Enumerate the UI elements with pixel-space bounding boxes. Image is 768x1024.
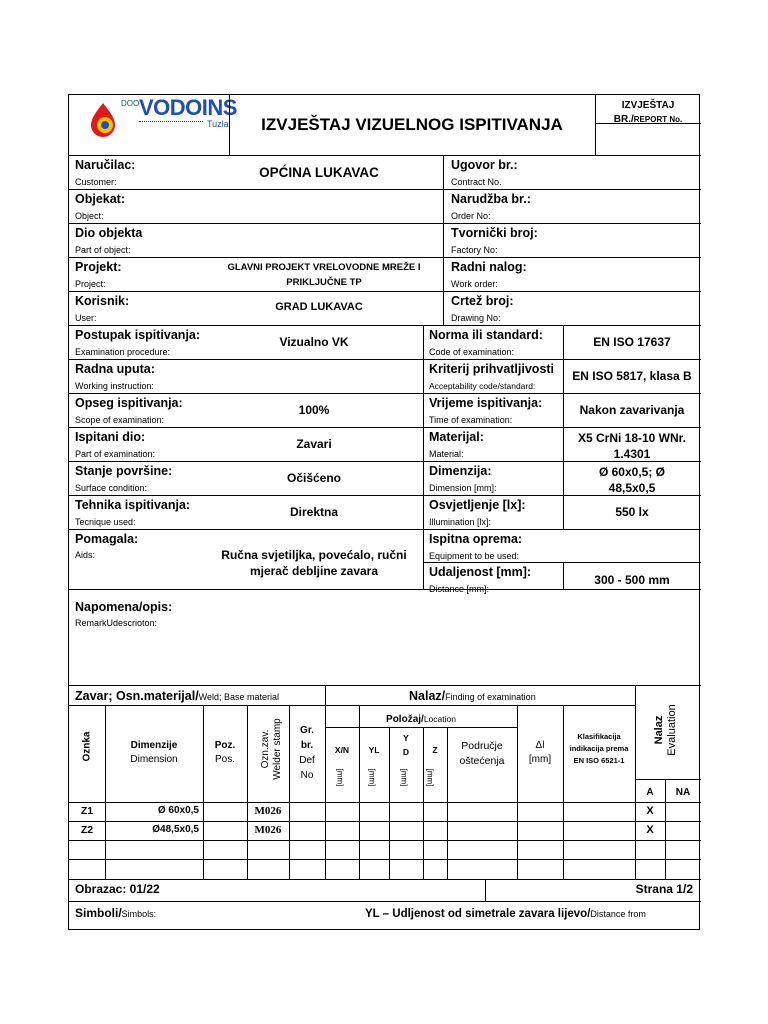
material-value: X5 CrNi 18-10 WNr. 1.4301	[577, 431, 687, 461]
page-title: IZVJEŠTAJ VIZUELNOG ISPITIVANJA	[261, 115, 563, 134]
report-number-label: IZVJEŠTAJ BR./REPORT No.	[613, 100, 683, 125]
logo-name: VODOINS	[139, 95, 237, 120]
user-value: GRAD LUKAVAC	[275, 301, 363, 313]
distance-value: 300 - 500 mm	[594, 573, 670, 587]
z-unit: [mm]	[425, 768, 435, 787]
dimension-label: Dimenzija:	[429, 464, 492, 478]
criteria-sub: Acceptability code/standard:	[429, 381, 536, 391]
dimension-value: Ø 60x0,5; Ø 48,5x0,5	[598, 465, 666, 495]
accept-header: A	[646, 787, 654, 798]
standard-sub: Code of examination:	[429, 347, 515, 357]
remark-label: Napomena/opis:	[75, 600, 173, 614]
material-label: Materijal:	[429, 430, 484, 444]
company-logo	[83, 95, 237, 151]
scope-label: Opseg ispitivanja:	[75, 396, 183, 410]
technique-label: Tehnika ispitivanja:	[75, 498, 191, 512]
form-number: Obrazac: 01/22	[75, 882, 160, 896]
part-exam-sub: Part of examination:	[75, 449, 156, 459]
technique-value: Direktna	[289, 505, 339, 519]
order-sub: Order No:	[451, 211, 491, 221]
project-value: GLAVNI PROJEKT VRELOVODNE MREŽE I PRIKLJUČNE TP	[227, 262, 421, 288]
position-header: Poz. Pos.	[214, 740, 236, 765]
distance-sub: Distance [mm]:	[429, 584, 490, 594]
time-value: Nakon zavarivanja	[579, 403, 685, 417]
criteria-value: EN ISO 5817, klasa B	[572, 369, 692, 383]
contract-label: Ugovor br.:	[451, 158, 518, 172]
aids-label: Pomagala:	[75, 532, 139, 546]
illumination-value: 550 lx	[615, 505, 649, 519]
time-sub: Time of examination:	[429, 415, 513, 425]
scope-value: 100%	[298, 403, 330, 417]
table-row-accept: X	[646, 824, 654, 836]
object-sub: Object:	[75, 211, 104, 221]
xn-unit: [mm]	[335, 768, 345, 787]
table-row-dim: Ø 60x0,5	[157, 805, 199, 816]
standard-value: EN ISO 17637	[593, 335, 671, 349]
part-exam-label: Ispitani dio:	[75, 430, 146, 444]
welder-stamp-header: Ozn.zav. Welder stamp	[260, 718, 283, 780]
mark-header: Oznka	[81, 731, 93, 762]
equipment-sub: Equipment to be used:	[429, 551, 520, 561]
classification-header: Klasifikacija indikacija prema EN ISO 6521-1	[569, 732, 629, 765]
aids-sub: Aids:	[75, 550, 96, 560]
part-exam-value: Zavari	[296, 437, 332, 451]
location-header: Položaj/Location	[386, 714, 456, 725]
standard-label: Norma ili standard:	[429, 328, 543, 342]
table-row-stamp: M026	[254, 824, 282, 836]
not-accept-header: NA	[675, 787, 691, 798]
page-number: Strana 1/2	[635, 882, 693, 896]
instruction-sub: Working instruction:	[75, 381, 154, 391]
table-row-stamp: M026	[254, 805, 282, 817]
logo-drop-icon	[83, 99, 123, 139]
yd-unit: [mm]	[399, 768, 409, 787]
table-row-accept: X	[646, 805, 654, 817]
report-form	[68, 94, 700, 930]
contract-sub: Contract No.	[451, 177, 502, 187]
logo-city: Tuzla	[207, 119, 229, 129]
drawing-sub: Drawing No:	[451, 313, 501, 323]
yl-header: YL	[368, 745, 380, 755]
instruction-label: Radna uputa:	[75, 362, 155, 376]
scope-sub: Scope of examination:	[75, 415, 165, 425]
procedure-sub: Examination procedure:	[75, 347, 171, 357]
customer-value: OPĆINA LUKAVAC	[259, 165, 379, 180]
time-label: Vrijeme ispitivanja:	[429, 396, 543, 410]
dimension-header: Dimenzije Dimension	[130, 740, 178, 765]
evaluation-header: Nalaz Evaluation	[653, 704, 678, 756]
order-label: Narudžba br.:	[451, 192, 531, 206]
part-object-label: Dio objekta	[75, 226, 143, 240]
object-label: Objekat:	[75, 192, 126, 206]
surface-sub: Surface condition:	[75, 483, 148, 493]
technique-sub: Tecnique used:	[75, 517, 136, 527]
user-sub: User:	[75, 313, 97, 323]
remark-sub: RemarkUdescrioton:	[75, 618, 158, 628]
drawing-label: Crtež broj:	[451, 294, 514, 308]
part-object-sub: Part of object:	[75, 245, 131, 255]
distance-label: Udaljenost [mm]:	[429, 565, 532, 579]
customer-label: Naručilac:	[75, 158, 136, 172]
logo-prefix: DOO	[121, 99, 140, 108]
work-order-sub: Work order:	[451, 279, 498, 289]
project-label: Projekt:	[75, 260, 122, 274]
dimension-sub: Dimension [mm]:	[429, 483, 497, 493]
yd-header: Y D	[402, 733, 410, 757]
table-row-id: Z1	[80, 805, 94, 817]
project-sub: Project:	[75, 279, 106, 289]
yl-note: YL – Udljenost od simetrale zavara lijevo/Distance from	[365, 908, 646, 920]
surface-label: Stanje površine:	[75, 464, 173, 478]
aids-value: Ručna svjetiljka, povećalo, ručni mjerač debljine zavara	[221, 548, 407, 578]
table-row-dim: Ø48,5x0,5	[152, 824, 199, 835]
xn-header: X/N	[334, 745, 350, 755]
customer-sub: Customer:	[75, 177, 117, 187]
user-label: Korisnik:	[75, 294, 130, 308]
finding-title: Nalaz/Finding of examination	[409, 689, 536, 703]
delta-header: Δl [mm]	[528, 740, 552, 765]
equipment-label: Ispitna oprema:	[429, 532, 523, 546]
defect-no-header: Gr. br. Def No	[299, 725, 315, 781]
illumination-label: Osvjetljenje [lx]:	[429, 498, 526, 512]
z-header: Z	[432, 745, 438, 755]
table-row-id: Z2	[80, 824, 94, 836]
weld-title: Zavar; Osn.materijal/Weld; Base material	[75, 689, 280, 703]
damage-area-header: Područje oštećenja	[459, 740, 505, 767]
factory-label: Tvornički broj:	[451, 226, 538, 240]
criteria-label: Kriterij prihvatljivosti	[429, 362, 555, 376]
yl-unit: [mm]	[367, 768, 377, 787]
surface-value: Očišćeno	[286, 471, 342, 485]
illumination-sub: Illumination [lx]:	[429, 517, 492, 527]
factory-sub: Factory No:	[451, 245, 498, 255]
symbols-label: Simboli/Simbols:	[75, 906, 157, 920]
procedure-label: Postupak ispitivanja:	[75, 328, 201, 342]
work-order-label: Radni nalog:	[451, 260, 527, 274]
material-sub: Material:	[429, 449, 464, 459]
procedure-value: Vizualno VK	[279, 335, 349, 349]
